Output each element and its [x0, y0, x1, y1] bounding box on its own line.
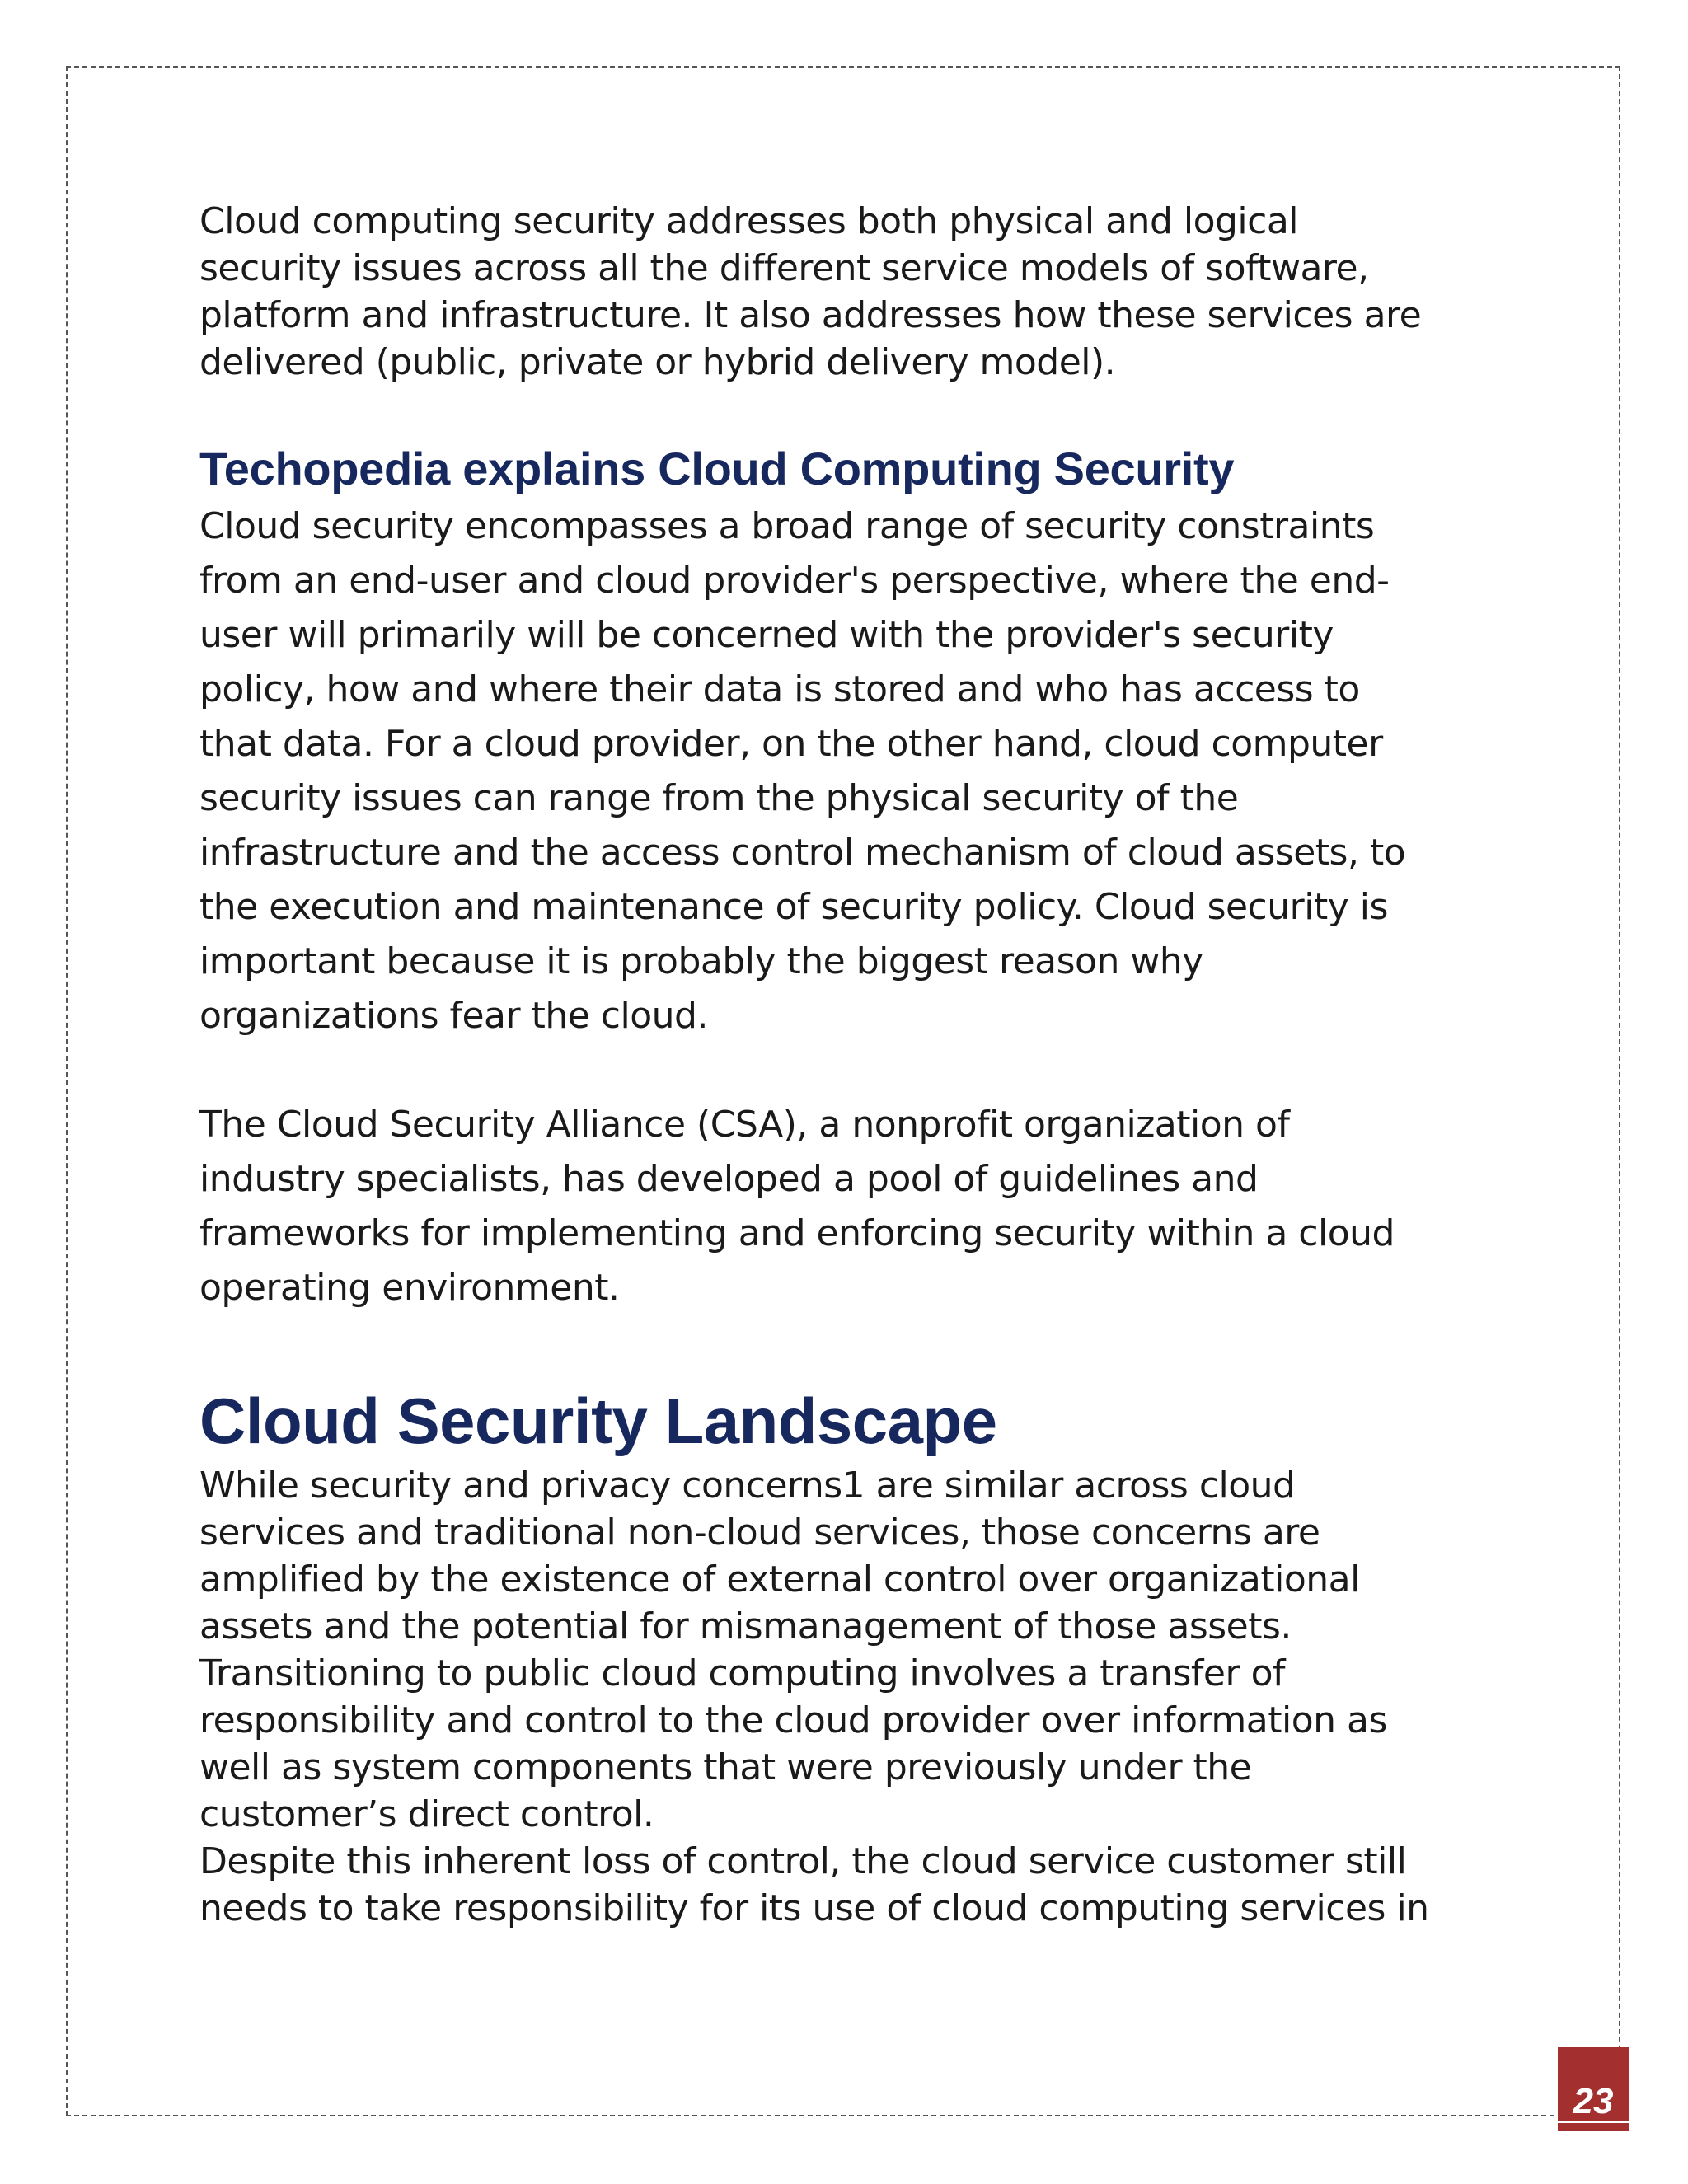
techopedia-paragraph-1: Cloud security encompasses a broad range of security constraints from an end-user and cloud provider's perspective, where the end- user will primarily will be concerned with the provider's security policy, how and where their data is stored and who has access to that data. For a cloud provider, on the other hand, cloud computer security issues can range from the physical security of the infrastructure and the access control mechanism of cloud assets, to the execution and maintenance of security policy. Cloud security is important because it is probably the biggest reason why organizations fear the cloud.	[199, 505, 1406, 1037]
landscape-paragraph-1: While security and privacy concerns1 are similar across cloud services and traditional non-cloud services, those concerns are amplified by the existence of external control over organizational assets and the potential for mismanagement of those assets. Transitioning to public cloud computing involves a transfer of responsibility and control to the cloud provider over information as well as system components that were previously under the customer’s direct control.	[199, 1465, 1387, 1835]
techopedia-paragraph-2: The Cloud Security Alliance (CSA), a nonprofit organization of industry specialists, has developed a pool of guidelines and frameworks for implementing and enforcing security within a cloud operating environment.	[199, 1104, 1395, 1309]
landscape-paragraph-2: Despite this inherent loss of control, the cloud service customer still needs to take responsibility for its use of cloud computing services in	[199, 1840, 1429, 1929]
landscape-heading: Cloud Security Landscape	[199, 1385, 997, 1457]
page-content	[199, 198, 1485, 1932]
page-number-badge	[1558, 2047, 1629, 2131]
page-number: 23	[1573, 2081, 1614, 2121]
techopedia-heading: Techopedia explains Cloud Computing Security	[199, 443, 1235, 494]
intro-paragraph: Cloud computing security addresses both physical and logical security issues across all the different service models of software, platform and infrastructure. It also addresses how these services are delivered (public, private or hybrid delivery model).	[199, 200, 1422, 383]
